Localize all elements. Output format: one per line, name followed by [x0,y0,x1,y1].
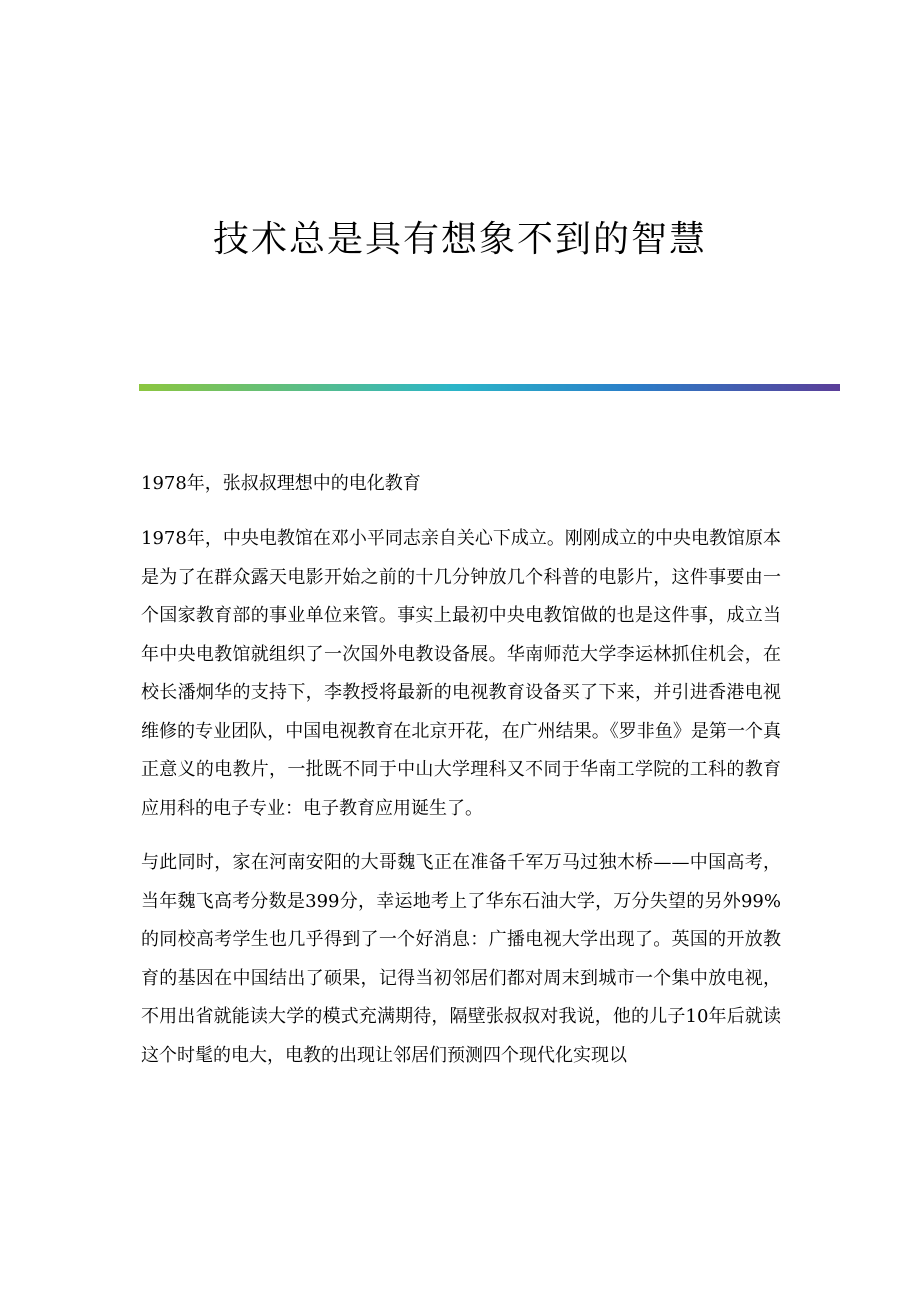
section-heading: 1978年，张叔叔理想中的电化教育 [141,473,421,494]
paragraph-1: 1978年，中央电教馆在邓小平同志亲自关心下成立。刚刚成立的中央电教馆原本是为了在群众露天电影开始之前的十几分钟放几个科普的电影片，这件事要由一个国家教育部的事业单位来管。事实上最初中央电教馆做的也是这件事，成立当年中央电教馆就组织了一次国外电教设备展。华南师范大学李运林抓住机会，在校长潘炯华的支持下，李教授将最新的电视教育设备买了下来，并引进香港电视维修的专业团队，中国电视教育在北京开花，在广州结果。《罗非鱼》是第一个真正意义的电教片，一批既不同于中山大学理科又不同于华南工学院的工科的教育应用科的电子专业：电子教育应用诞生了。 [141,528,781,819]
title-divider [139,384,840,391]
document-body [141,466,781,1091]
paragraph-2: 与此同时，家在河南安阳的大哥魏飞正在准备千军万马过独木桥——中国高考，当年魏飞高考分数是399分，幸运地考上了华东石油大学，万分失望的另外99%的同校高考学生也几乎得到了一个好消息：广播电视大学出现了。英国的开放教育的基因在中国结出了硕果，记得当初邻居们都对周末到城市一个集中放电视，不用出省就能读大学的模式充满期待，隔壁张叔叔对我说，他的儿子10年后就读这个时髦的电大，电教的出现让邻居们预测四个现代化实现以 [141,852,781,1066]
page-title: 技术总是具有想象不到的智慧 [212,219,707,260]
